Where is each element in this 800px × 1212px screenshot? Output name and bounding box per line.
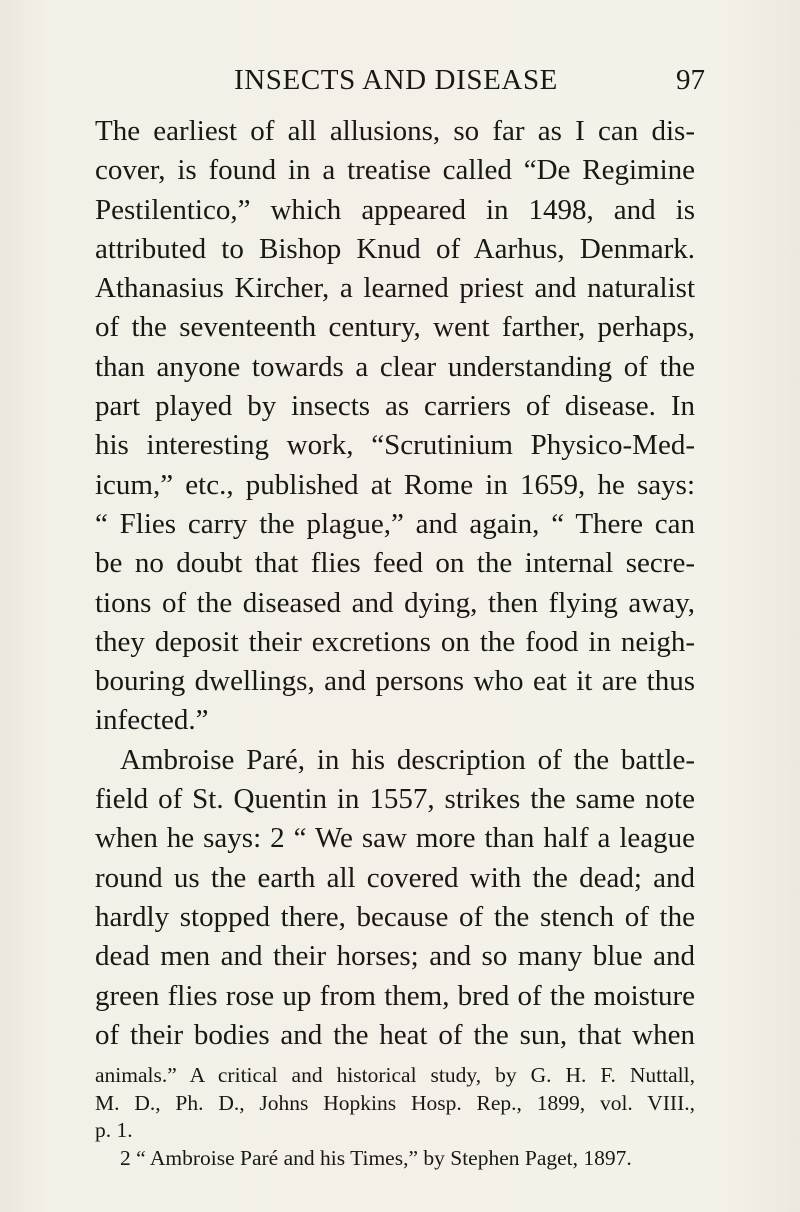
- footnote-line: 2 “ Ambroise Paré and his Times,” by Stephen Paget, 1897.: [120, 1145, 632, 1170]
- footnote-line: animals.” A critical and historical study, by G. H. F. Nuttall,: [95, 1063, 695, 1087]
- running-header: [0, 64, 800, 104]
- footnote-line: M. D., Ph. D., Johns Hopkins Hosp. Rep., 1899, vol. VIII.,: [95, 1090, 695, 1115]
- text-line: Pestilentico,” which appeared in 1498, and is: [95, 193, 695, 226]
- text-line: bouring dwellings, and persons who eat it are thus: [95, 665, 695, 698]
- footnotes: [95, 1062, 695, 1172]
- text-line: be no doubt that flies feed on the internal secre-: [95, 547, 695, 580]
- text-line: part played by insects as carriers of disease. In: [95, 390, 695, 423]
- text-line: when he says: 2 “ We saw more than half a league: [95, 822, 695, 855]
- text-line: his interesting work, “Scrutinium Physico-Med-: [95, 429, 695, 462]
- text-line: field of St. Quentin in 1557, strikes the same note: [95, 783, 695, 816]
- text-line: cover, is found in a treatise called “De Regimine: [95, 154, 695, 187]
- text-line: icum,” etc., published at Rome in 1659, he says:: [95, 468, 695, 501]
- text-line: than anyone towards a clear understanding of the: [95, 350, 695, 383]
- page-number: 97: [676, 64, 705, 96]
- text-line: of the seventeenth century, went farther, perhaps,: [95, 311, 695, 344]
- text-line: green flies rose up from them, bred of the moisture: [95, 979, 695, 1012]
- text-line: of their bodies and the heat of the sun, that when: [95, 1018, 695, 1051]
- text-line: tions of the diseased and dying, then flying away,: [95, 586, 695, 619]
- text-line: attributed to Bishop Knud of Aarhus, Denmark.: [95, 232, 695, 265]
- text-line: infected.”: [95, 704, 209, 737]
- text-line: hardly stopped there, because of the stench of the: [95, 900, 695, 933]
- main-text: [95, 112, 695, 1055]
- text-line: “ Flies carry the plague,” and again, “ There can: [95, 507, 695, 540]
- text-line: Ambroise Paré, in his description of the battle-: [120, 743, 695, 776]
- text-line: Athanasius Kircher, a learned priest and naturalist: [95, 272, 695, 305]
- text-line: dead men and their horses; and so many blue and: [95, 940, 695, 973]
- text-line: The earliest of all allusions, so far as I can dis-: [95, 115, 695, 147]
- running-title: INSECTS AND DISEASE: [234, 64, 558, 96]
- text-line: they deposit their excretions on the food in neigh-: [95, 625, 695, 658]
- text-line: round us the earth all covered with the dead; and: [95, 861, 695, 894]
- footnote-line: p. 1.: [95, 1118, 133, 1142]
